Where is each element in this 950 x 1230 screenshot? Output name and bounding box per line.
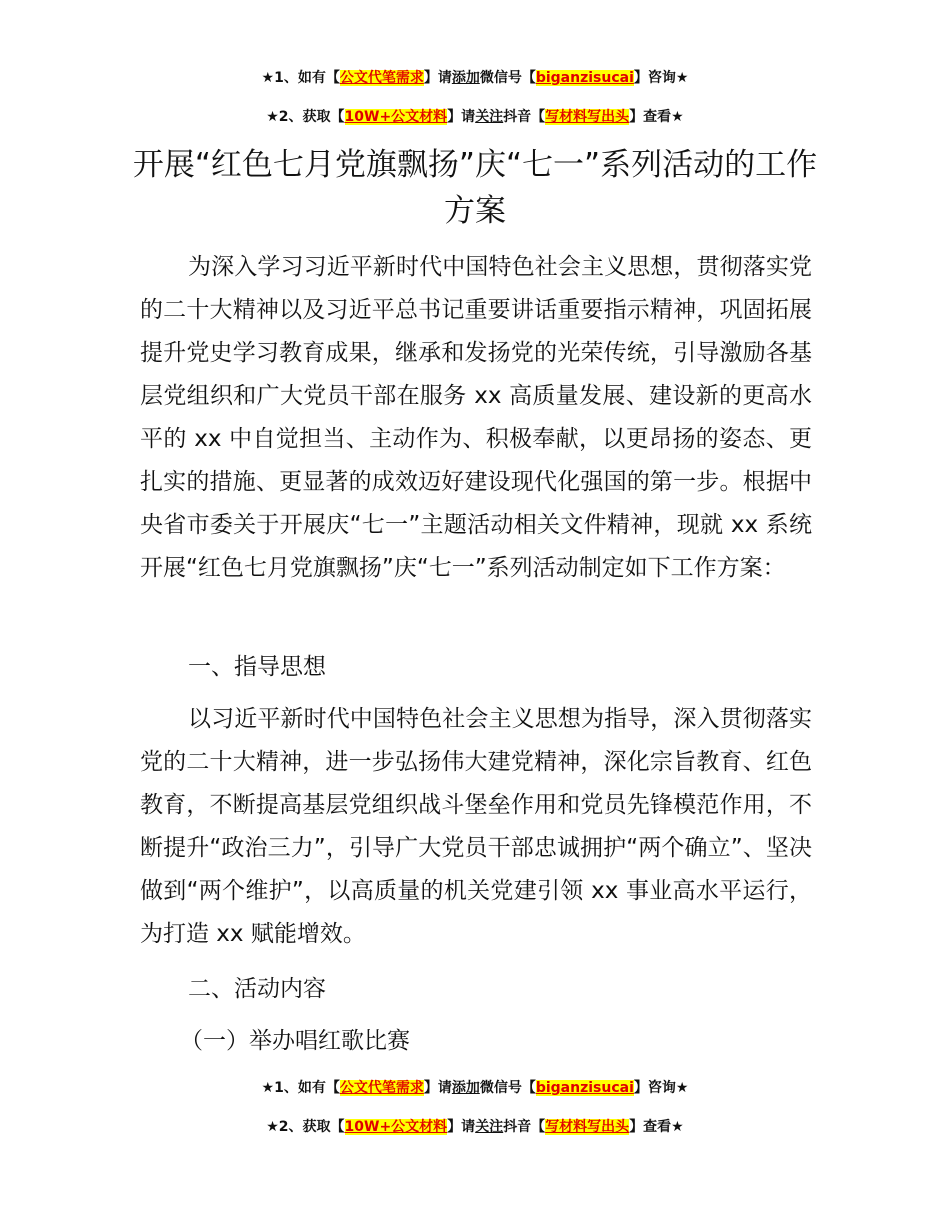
- notice-text: ★1、如有【: [261, 1080, 340, 1096]
- top-notice-line-1: [0, 68, 950, 88]
- bottom-notice-line-1: [0, 1078, 950, 1098]
- bottom-notice-line-2: [0, 1117, 950, 1137]
- section-heading-activity-content: 二、活动内容: [188, 976, 326, 1002]
- section1-paragraph: 以习近平新时代中国特色社会主义思想为指导，深入贯彻落实党的二十大精神，进一步弘扬伟大建党精神，深化宗旨教育、红色教育，不断提高基层党组织战斗堡垒作用和党员先锋模范作用，不断提升“政治三力”，引导广大党员干部忠诚拥护“两个确立”、坚决做到“两个维护”，以高质量的机关党建引领 xx 事业高水平运行，为打造 xx 赋能增效。: [140, 706, 812, 947]
- wechat-id-highlight: biganzisucai: [535, 70, 634, 86]
- notice-text: 抖音【: [503, 109, 546, 125]
- douyin-id-highlight: 写材料写出头: [545, 109, 630, 125]
- notice-text: ★2、获取【: [266, 1119, 345, 1135]
- intro-paragraph-block: [140, 246, 812, 590]
- notice-text: 】请: [447, 1119, 476, 1135]
- notice-text: ★2、获取【: [266, 109, 345, 125]
- wechat-id-highlight: biganzisucai: [535, 1080, 634, 1096]
- section-heading-guiding-thought: 一、指导思想: [188, 654, 326, 680]
- notice-text: ★1、如有【: [261, 70, 340, 86]
- notice-text: 】咨询★: [633, 1080, 689, 1096]
- notice-highlight: 10W+公文材料: [344, 1119, 448, 1135]
- notice-emphasis: 关注: [475, 1119, 504, 1135]
- notice-text: 】查看★: [629, 1119, 684, 1135]
- top-notice-line-2: [0, 107, 950, 127]
- notice-text: 】查看★: [629, 109, 684, 125]
- notice-emphasis: 添加: [451, 1080, 480, 1096]
- notice-highlight: 公文代笔需求: [339, 70, 424, 86]
- notice-emphasis: 关注: [475, 109, 504, 125]
- notice-text: 】咨询★: [633, 70, 689, 86]
- notice-text: 微信号【: [479, 1080, 536, 1096]
- notice-highlight: 10W+公文材料: [344, 109, 448, 125]
- document-title: 开展“红色七月党旗飘扬”庆“七一”系列活动的工作方案: [132, 147, 818, 229]
- notice-text: 】请: [423, 70, 452, 86]
- subsection-heading-red-song-contest: （一）举办唱红歌比赛: [180, 1028, 410, 1054]
- douyin-id-highlight: 写材料写出头: [545, 1119, 630, 1135]
- notice-text: 】请: [423, 1080, 452, 1096]
- notice-text: 】请: [447, 109, 476, 125]
- section1-paragraph-block: [140, 698, 812, 956]
- notice-emphasis: 添加: [451, 70, 480, 86]
- notice-text: 微信号【: [479, 70, 536, 86]
- notice-highlight: 公文代笔需求: [339, 1080, 424, 1096]
- notice-text: 抖音【: [503, 1119, 546, 1135]
- intro-paragraph: 为深入学习习近平新时代中国特色社会主义思想，贯彻落实党的二十大精神以及习近平总书记重要讲话重要指示精神，巩固拓展提升党史学习教育成果，继承和发扬党的光荣传统，引导激励各基层党组织和广大党员干部在服务 xx 高质量发展、建设新的更高水平的 xx 中自觉担当、主动作为、积极奉献，以更昂扬的姿态、更扎实的措施、更显著的成效迈好建设现代化强国的第一步。根据中央省市委关于开展庆“七一”主题活动相关文件精神，现就 xx 系统开展“红色七月党旗飘扬”庆“七一”系列活动制定如下工作方案：: [140, 254, 812, 581]
